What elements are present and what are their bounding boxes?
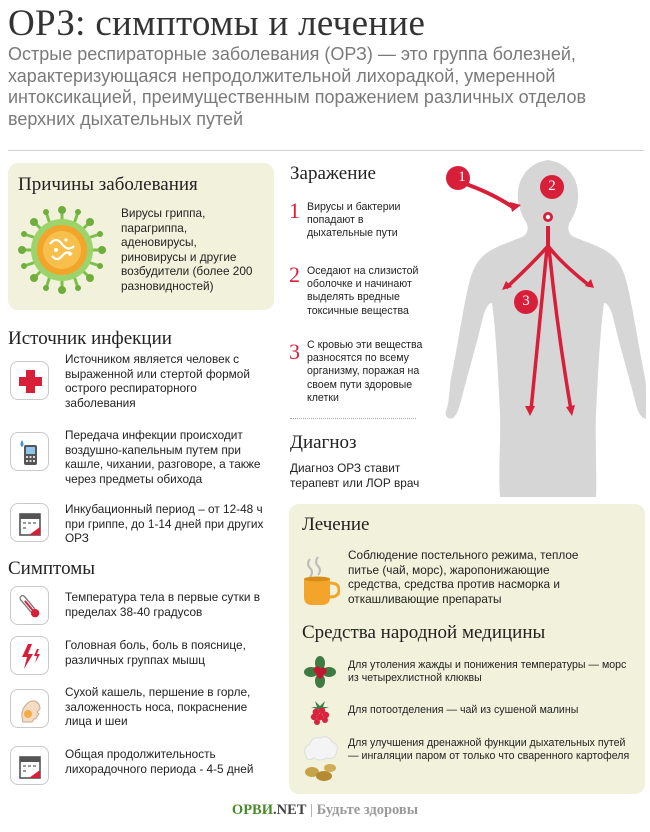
- causes-text: Вирусы гриппа, парагриппа, аденовирусы, риновирусы и другие возбудители (более 200 разновидностей): [121, 206, 253, 293]
- phone-droplet-icon: [10, 432, 49, 471]
- potato-steam-icon: [300, 736, 340, 784]
- treatment-text: Соблюдение постельного режима, теплое питье (чай, морс), жаропонижающие средства, средства против насморка и откашливающие препараты: [348, 548, 579, 606]
- treatment-heading: Лечение: [302, 514, 370, 535]
- footer: [0, 802, 650, 819]
- step-2-number: 2: [289, 262, 300, 287]
- causes-heading: Причины заболевания: [18, 174, 198, 195]
- footer-brand[interactable]: ОРВИ: [231, 802, 274, 818]
- footer-separator: |: [310, 802, 313, 818]
- marker-3: 3: [522, 293, 530, 309]
- page-subtitle: Острые респираторные заболевания (ОРЗ) — это группа болезней, характеризующаяся непродолжительной лихорадкой, умеренной интоксикацией, преимущественным поражением различных отделов верхних дыхательных путей: [8, 44, 587, 129]
- thermometer-icon: [10, 586, 49, 625]
- folk-item-2-text: Для потоотделения — чай из сушеной малины: [348, 704, 579, 716]
- human-body-illustration: [418, 156, 646, 506]
- source-item-3-text: Инкубационный период – от 12-48 ч при гриппе, до 1-14 дней при других ОРЗ: [65, 502, 264, 546]
- tea-cup-icon: [300, 555, 340, 607]
- lightning-icon: [10, 636, 49, 675]
- step-2-text: Оседают на слизистой оболочке и начинают выделять вредные токсичные вещества: [307, 265, 419, 317]
- step-3-text: С кровью эти вещества разносятся по всему организму, поражая на своем пути здоровые клетки: [307, 339, 423, 404]
- marker-2: 2: [548, 178, 556, 194]
- folk-heading: Средства народной медицины: [302, 622, 546, 643]
- symptoms-heading: Симптомы: [8, 558, 96, 579]
- footer-slogan: Будьте здоровы: [316, 802, 419, 818]
- header-divider: [8, 150, 644, 151]
- symptom-item-4-text: Общая продолжительность лихорадочного периода - 4-5 дней: [65, 747, 254, 776]
- raspberry-icon: [306, 698, 334, 726]
- source-heading: Источник инфекции: [8, 328, 172, 349]
- divider: [290, 418, 416, 419]
- page-title: ОРЗ: симптомы и лечение: [8, 3, 426, 44]
- folk-item-1-text: Для утоления жажды и понижения температуры — морс из четырехлистной клюквы: [348, 659, 627, 685]
- step-1-text: Вирусы и бактерии попадают в дыхательные пути: [307, 201, 401, 240]
- calendar-icon: [10, 503, 49, 542]
- cranberry-icon: [304, 656, 336, 688]
- marker-1: 1: [458, 169, 466, 185]
- virus-icon: [16, 204, 108, 296]
- infection-heading: Заражение: [290, 163, 376, 184]
- symptom-item-2-text: Головная боль, боль в пояснице, различных группах мышц: [65, 638, 246, 667]
- source-item-1-text: Источником является человек с выраженной или стертой формой острого респираторного заболевания: [65, 352, 250, 410]
- red-cross-icon: [10, 361, 49, 400]
- symptom-item-3-text: Сухой кашель, першение в горле, заложенность носа, покраснение лица и шеи: [65, 685, 251, 729]
- step-3-number: 3: [289, 339, 300, 364]
- source-item-2-text: Передача инфекции происходит воздушно-капельным путем при кашле, чихании, разговоре, а также через предметы обихода: [65, 428, 261, 486]
- throat-icon: [10, 689, 49, 728]
- footer-brand-suffix[interactable]: .NET: [273, 802, 307, 818]
- calendar-icon: [10, 746, 49, 785]
- diagnosis-text: Диагноз ОРЗ ставит терапевт или ЛОР врач: [290, 461, 420, 490]
- diagnosis-heading: Диагноз: [290, 432, 357, 453]
- folk-item-3-text: Для улучшения дренажной функции дыхательных путей — ингаляции паром от только что сваренного картофеля: [348, 737, 630, 763]
- symptom-item-1-text: Температура тела в первые сутки в пределах 38-40 градусов: [65, 590, 261, 619]
- step-1-number: 1: [289, 198, 300, 223]
